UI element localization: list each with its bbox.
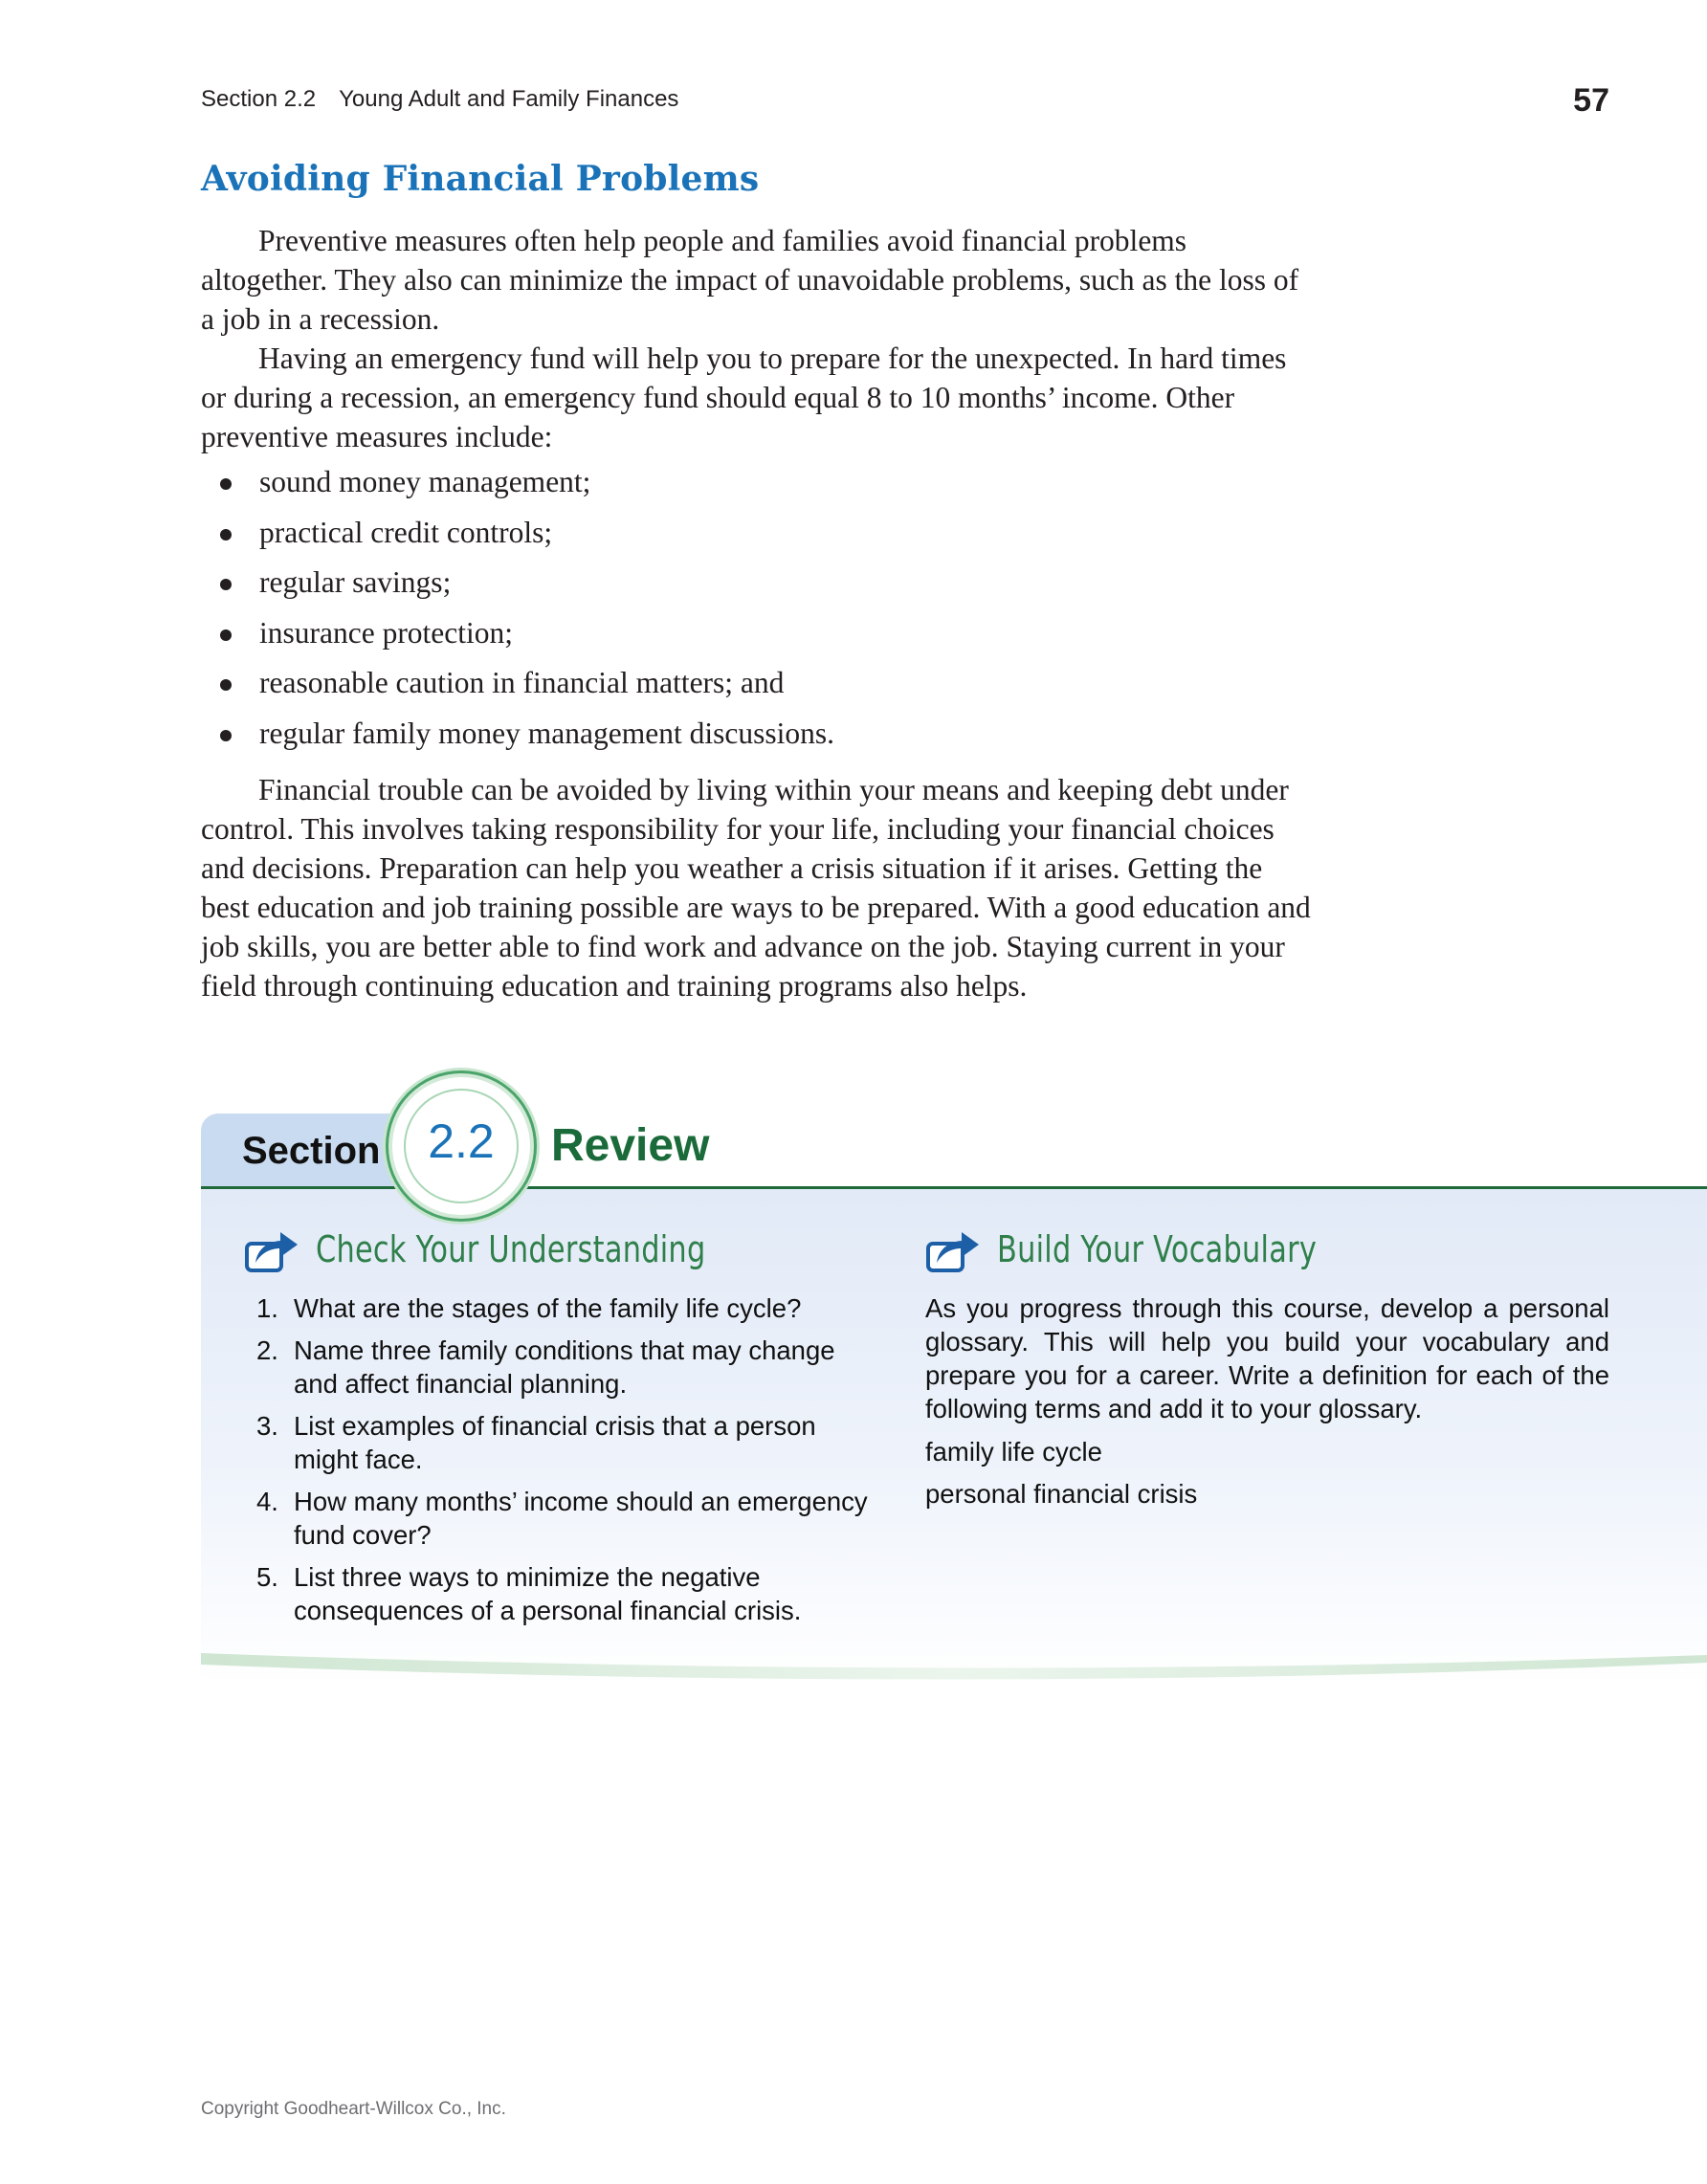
bullet-text: insurance protection; [259, 615, 514, 650]
bullet-icon [220, 730, 232, 741]
review-title: Review [551, 1120, 710, 1171]
arrow-share-icon [925, 1226, 983, 1274]
bullet-text: regular family money management discussions. [259, 716, 834, 750]
vocabulary-instructions: As you progress through this course, develop a personal glossary. This will help you build your vocabulary and prepare you for a career. Write a definition for each of the following terms and add it to your glossary. [925, 1293, 1609, 1423]
bullet-text: sound money management; [259, 465, 591, 498]
paragraph: Financial trouble can be avoided by living within your means and keeping debt under control. This involves taking responsibility for your life, including your financial choices and decisions. Preparation can help you weather a crisis situation if it arises. Getting the best education and job training possible are ways to be prepared. With a good education and job skills, you are better able to find work and advance on the job. Staying current in your field through continuing education and training programs also helps. [201, 773, 1311, 1003]
question-number: 2. [256, 1335, 278, 1365]
bullet-icon [220, 679, 232, 691]
review-tab-label: Section [242, 1130, 381, 1172]
review-question [256, 1291, 878, 1325]
vocabulary-term: family life cycle [925, 1437, 1102, 1467]
question-text: List three ways to minimize the negative consequences of a personal financial crisis. [294, 1562, 802, 1625]
question-number: 3. [256, 1411, 278, 1441]
bullet-text: reasonable caution in financial matters; and [259, 666, 785, 699]
page-number: 57 [1573, 82, 1609, 119]
vocabulary-term: personal financial crisis [925, 1479, 1198, 1509]
check-understanding-heading: Check Your Understanding [316, 1228, 706, 1270]
bullet-item [201, 459, 1292, 510]
running-head-title: Young Adult and Family Finances [339, 86, 679, 112]
question-text: What are the stages of the family life cycle? [294, 1293, 802, 1323]
review-question-list [256, 1291, 878, 1636]
running-head [201, 86, 678, 113]
paragraph: Preventive measures often help people and families avoid financial problems altogether. They also can minimize the impact of unavoidable problems, such as the loss of a job in a recession. [201, 224, 1299, 336]
question-number: 4. [256, 1487, 278, 1516]
review-question [256, 1409, 878, 1476]
intro-paragraphs [201, 221, 1311, 456]
section-number: 2.2 [428, 1114, 495, 1168]
question-text: Name three family conditions that may change and affect financial planning. [294, 1335, 835, 1399]
bullet-text: regular savings; [259, 565, 452, 599]
bullet-item [201, 610, 1292, 661]
review-bottom-swoosh [201, 1645, 1707, 1703]
bullet-icon [220, 529, 232, 540]
bullet-item [201, 560, 1292, 610]
bullet-icon [220, 478, 232, 490]
question-number: 5. [256, 1562, 278, 1592]
bullet-item [201, 510, 1292, 561]
review-question [256, 1560, 878, 1627]
arrow-share-icon [244, 1226, 301, 1274]
bullet-icon [220, 629, 232, 641]
bullet-item [201, 711, 1292, 761]
paragraph: Having an emergency fund will help you to prepare for the unexpected. In hard times or during a recession, an emergency fund should equal 8 to 10 months’ income. Other preventive measures include: [201, 342, 1287, 453]
question-number: 1. [256, 1293, 278, 1323]
question-text: How many months’ income should an emergency fund cover? [294, 1487, 868, 1550]
build-vocabulary-heading: Build Your Vocabulary [997, 1228, 1318, 1270]
running-head-section: Section 2.2 [201, 86, 317, 112]
section-heading: Avoiding Financial Problems [201, 159, 760, 199]
review-question [256, 1485, 878, 1552]
copyright-notice: Copyright Goodheart-Willcox Co., Inc. [201, 2099, 506, 2119]
question-text: List examples of financial crisis that a person might face. [294, 1411, 816, 1474]
bullet-list [201, 459, 1292, 761]
bullet-text: practical credit controls; [259, 515, 553, 549]
review-question [256, 1334, 878, 1401]
closing-paragraph-block [201, 770, 1311, 1005]
bullet-item [201, 660, 1292, 711]
bullet-icon [220, 579, 232, 590]
